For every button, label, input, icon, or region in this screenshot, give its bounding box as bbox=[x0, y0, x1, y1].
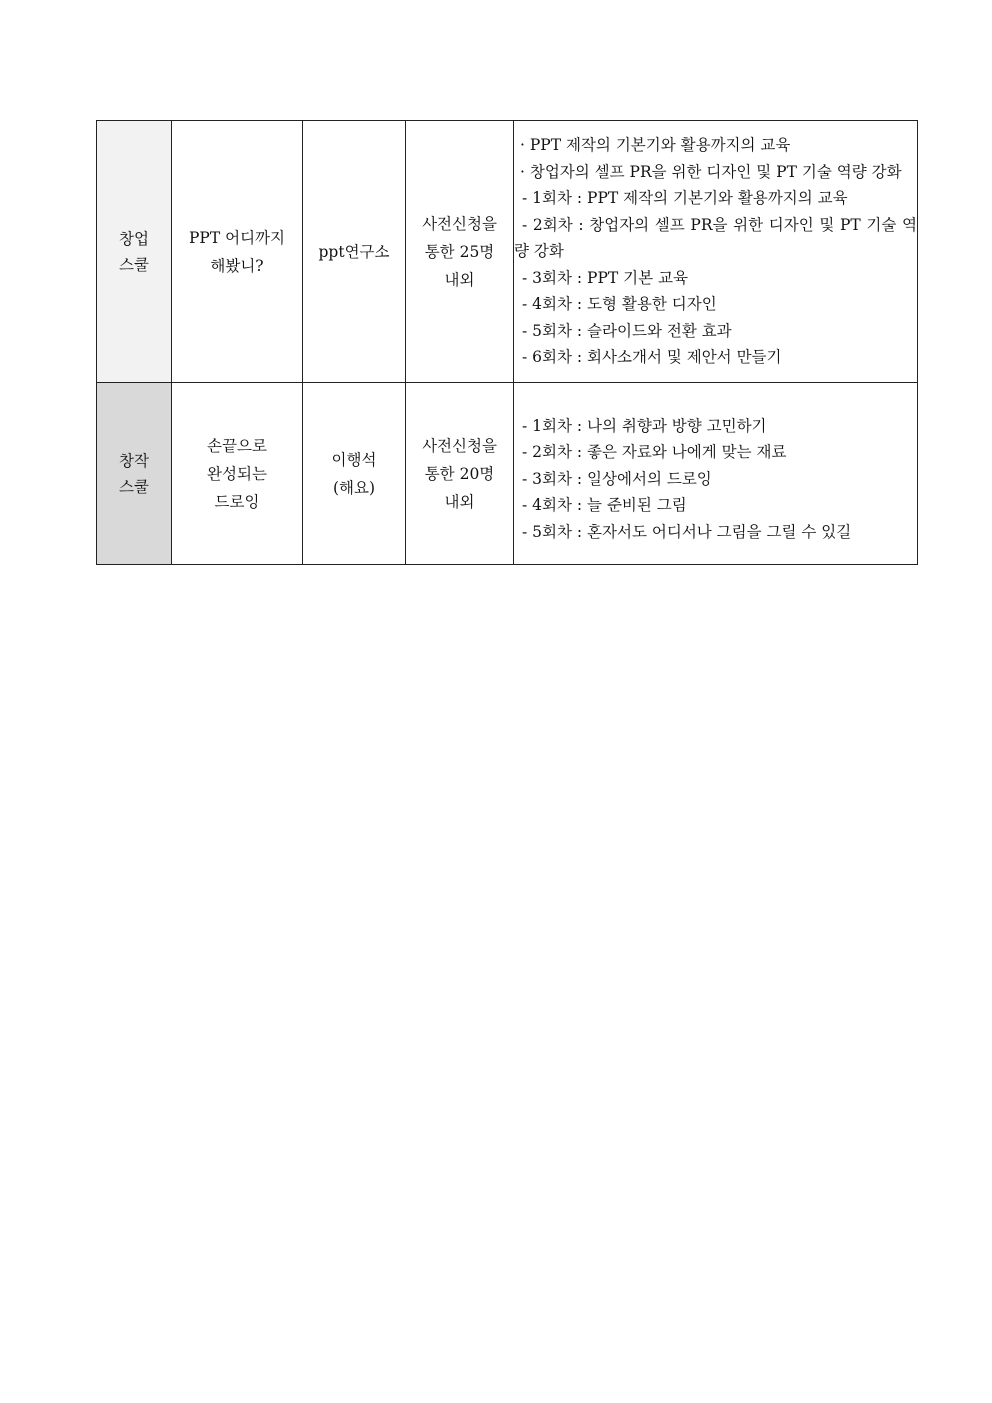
content-cell bbox=[514, 383, 918, 565]
category-text: 스쿨 bbox=[119, 255, 149, 274]
recruitment-text: 내외 bbox=[444, 270, 475, 289]
program-title-text: 손끝으로 bbox=[207, 436, 267, 455]
lecturer-text: ppt연구소 bbox=[318, 242, 390, 261]
lecturer-cell bbox=[303, 121, 406, 383]
session-item: - 6회차 : 회사소개서 및 제안서 만들기 bbox=[522, 348, 782, 367]
session-item: - 4회차 : 도형 활용한 디자인 bbox=[522, 295, 717, 314]
session-item: - 2회차 : 창업자의 셀프 PR을 위한 디자인 및 PT 기술 역량 강화 bbox=[514, 215, 917, 261]
table-row bbox=[97, 383, 918, 565]
category-cell bbox=[97, 121, 172, 383]
content-bullet: · 창업자의 셀프 PR을 위한 디자인 및 PT 기술 역량 강화 bbox=[520, 162, 902, 181]
recruitment-text: 사전신청을 bbox=[422, 214, 497, 233]
session-item: - 1회차 : 나의 취향과 방향 고민하기 bbox=[522, 416, 767, 435]
program-title-text: 해봤니? bbox=[210, 256, 264, 275]
session-item: - 3회차 : 일상에서의 드로잉 bbox=[522, 469, 712, 488]
program-title-cell bbox=[172, 383, 303, 565]
recruitment-cell bbox=[406, 121, 514, 383]
session-item: - 1회차 : PPT 제작의 기본기와 활용까지의 교육 bbox=[522, 189, 848, 208]
lecturer-text: 이행석 bbox=[331, 450, 377, 469]
category-text: 창업 bbox=[119, 229, 149, 248]
recruitment-text: 통한 20명 bbox=[424, 464, 495, 483]
recruitment-text: 통한 25명 bbox=[424, 242, 495, 261]
recruitment-text: 내외 bbox=[444, 492, 475, 511]
lecturer-cell bbox=[303, 383, 406, 565]
session-item: - 5회차 : 슬라이드와 전환 효과 bbox=[522, 321, 732, 340]
lecturer-text: (해요) bbox=[332, 478, 376, 497]
program-title-text: PPT 어디까지 bbox=[188, 228, 286, 247]
session-item: - 3회차 : PPT 기본 교육 bbox=[522, 268, 688, 287]
session-item: - 4회차 : 늘 준비된 그림 bbox=[522, 496, 687, 515]
content-bullet: · PPT 제작의 기본기와 활용까지의 교육 bbox=[520, 136, 791, 155]
category-cell bbox=[97, 383, 172, 565]
recruitment-text: 사전신청을 bbox=[422, 436, 497, 455]
session-item: - 5회차 : 혼자서도 어디서나 그림을 그릴 수 있길 bbox=[522, 522, 852, 541]
table-row bbox=[97, 121, 918, 383]
program-table bbox=[96, 120, 918, 565]
recruitment-cell bbox=[406, 383, 514, 565]
category-text: 창작 bbox=[119, 451, 149, 470]
program-title-cell bbox=[172, 121, 303, 383]
program-title-text: 완성되는 bbox=[207, 464, 267, 483]
program-title-text: 드로잉 bbox=[214, 492, 260, 511]
category-text: 스쿨 bbox=[119, 477, 149, 496]
session-item: - 2회차 : 좋은 자료와 나에게 맞는 재료 bbox=[522, 443, 787, 462]
content-cell bbox=[514, 121, 918, 383]
